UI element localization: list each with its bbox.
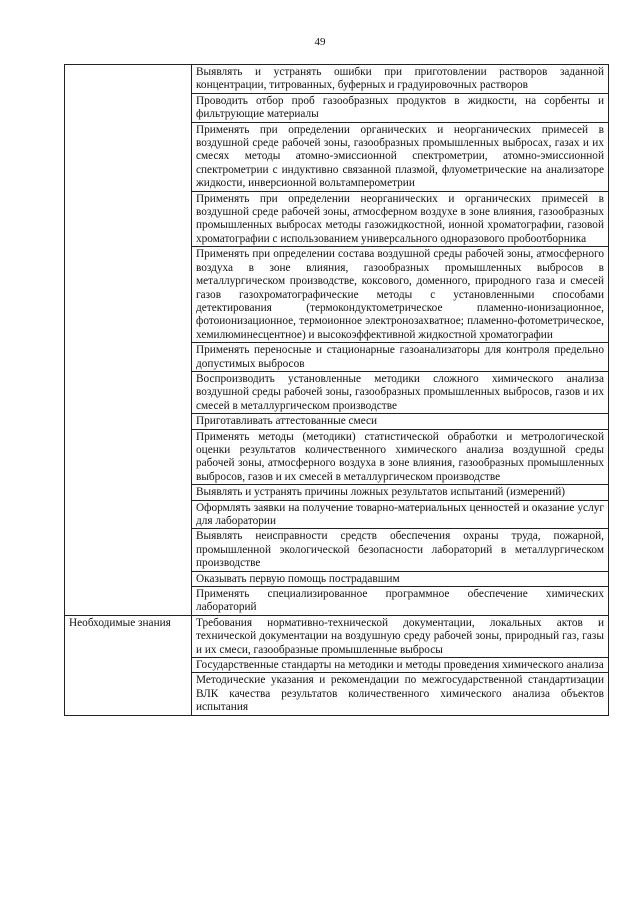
table-cell: Приготавливать аттестованные смеси [192,414,609,429]
table-row [65,615,609,657]
table-cell: Выявлять и устранять причины ложных результатов испытаний (измерений) [192,485,609,500]
table-cell: Выявлять и устранять ошибки при приготовлении растворов заданной концентрации, титрованных, буферных и градуировочных растворов [192,65,609,94]
table-cell: Государственные стандарты на методики и методы проведения химического анализа [192,658,609,673]
table-cell: Воспроизводить установленные методики сложного химического анализа воздушной среды рабочей зоны, газообразных промышленных выбросов, газов и их смесей в металлургическом производстве [192,371,609,413]
section-label [65,65,192,616]
page-number: 49 [314,36,326,48]
table-cell: Требования нормативно-технической документации, локальных актов и технической документации на воздушную среду рабочей зоны, природный газ, газы и их смеси, газообразные промышленные выбросы [192,615,609,657]
table-cell: Оказывать первую помощь пострадавшим [192,571,609,586]
table-cell: Применять при определении неорганических и органических примесей в воздушной среде рабочей зоны, атмосферном воздухе в зоне влияния, газообразных промышленных выбросах методы газожидкостной, ионной хроматографии, газовой хроматографии с использованием универсального одноразового пробоотборника [192,191,609,247]
table-cell: Применять переносные и стационарные газоанализаторы для контроля предельно допустимых выбросов [192,343,609,372]
table-cell: Выявлять неисправности средств обеспечения охраны труда, пожарной, промышленной экологической безопасности лабораторий в металлургическом производстве [192,529,609,571]
table-cell: Применять методы (методики) статистической обработки и метрологической оценки результатов количественного химического анализа воздушной среды рабочей зоны, атмосферного воздуха в зоне влияния, газообразных промышленных выбросов, газов и их смесей в металлургическом производстве [192,429,609,485]
table-cell: Применять при определении состава воздушной среды рабочей зоны, атмосферного воздуха в зоне влияния, газообразных промышленных выбросов в металлургическом производстве, коксового, доменного, природного газа и смесей газов газохроматографические методы с установленными способами детектирования (термокондуктометрическое пламенно-ионизационное, фотоионизационное, термоионное электронозахватное; пламенно-фотометрическое, хемилюминесцентное) и высокоэффективной жидкостной хроматографии [192,247,609,343]
competency-table [64,64,609,716]
table-cell: Методические указания и рекомендации по межгосударственной стандартизации ВЛК качества результатов количественного химического анализа объектов испытания [192,673,609,715]
section-label: Необходимые знания [65,615,192,715]
table-cell: Применять специализированное программное обеспечение химических лабораторий [192,587,609,616]
table-cell: Проводить отбор проб газообразных продуктов в жидкости, на сорбенты и фильтрующие материалы [192,93,609,122]
table-cell: Применять при определении органических и неорганических примесей в воздушной среде рабочей зоны, газообразных промышленных выбросах, газах и их смесях методы атомно-эмиссионной спектрометрии, атомно-эмиссионной спектрометрии с индуктивно связанной плазмой, флуометрические на анализаторе жидкости, инверсионной вольтамперометрии [192,122,609,191]
table-cell: Оформлять заявки на получение товарно-материальных ценностей и оказание услуг для лаборатории [192,500,609,529]
table-row [65,65,609,94]
